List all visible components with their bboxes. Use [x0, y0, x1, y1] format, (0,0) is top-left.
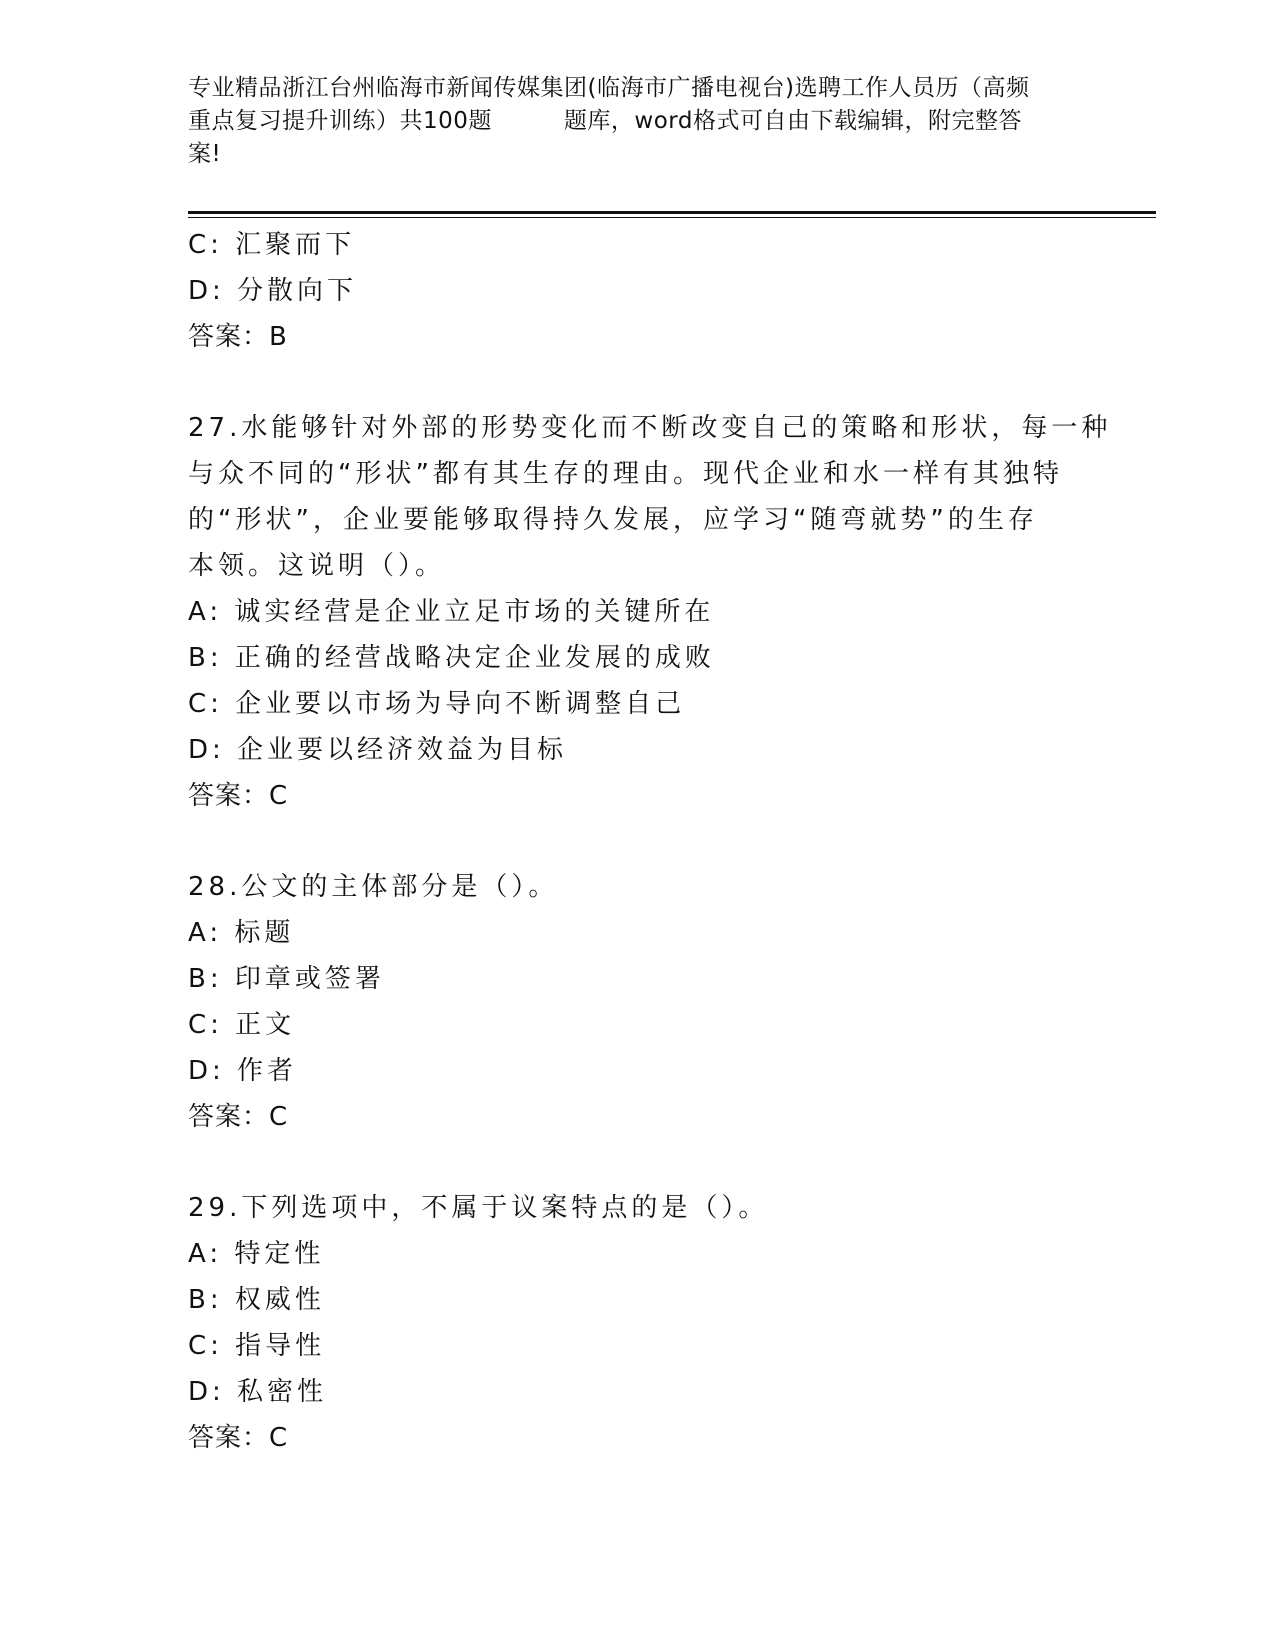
question-stem-line: 本领。这说明（）。 [188, 551, 446, 581]
question-28 [188, 864, 1088, 1140]
option-c: C: 正文 [188, 1010, 296, 1040]
option-d: D: 分散向下 [188, 276, 358, 306]
option-b: B: 权威性 [188, 1285, 325, 1315]
option-d: D: 作者 [188, 1056, 298, 1086]
option-c: C: 汇聚而下 [188, 230, 356, 260]
question-29 [188, 1185, 1088, 1461]
option-a: A: 特定性 [188, 1239, 325, 1269]
option-b: B: 正确的经营战略决定企业发展的成败 [188, 643, 715, 673]
answer-line: 答案：B [188, 322, 288, 352]
header-divider-thick [188, 211, 1156, 214]
header-line-1: 专业精品浙江台州临海市新闻传媒集团(临海市广播电视台)选聘工作人员历（高频 [188, 75, 1030, 101]
question-stem-line: 29.下列选项中，不属于议案特点的是（）。 [188, 1193, 769, 1223]
option-a: A: 诚实经营是企业立足市场的关键所在 [188, 597, 715, 627]
option-c: C: 指导性 [188, 1331, 326, 1361]
header-line-2 [188, 105, 1088, 138]
option-a: A: 标题 [188, 918, 295, 948]
option-b: B: 印章或签署 [188, 964, 385, 994]
question-stem-line: 与众不同的“形状”都有其生存的理由。现代企业和水一样有其独特 [188, 459, 1063, 489]
option-d: D: 企业要以经济效益为目标 [188, 735, 568, 765]
question-stem-line: 27.水能够针对外部的形势变化而不断改变自己的策略和形状，每一种 [188, 413, 1112, 443]
option-d: D: 私密性 [188, 1377, 328, 1407]
previous-question-tail [188, 222, 1088, 360]
header-divider-thin [188, 217, 1156, 218]
header-line-2-part-1: 重点复习提升训练）共100题 [188, 108, 492, 134]
question-stem-line: 的“形状”，企业要能够取得持久发展，应学习“随弯就势”的生存 [188, 505, 1038, 535]
header-line-3: 案! [188, 141, 222, 167]
answer-line: 答案：C [188, 781, 289, 811]
header-line-2-part-2: 题库，word格式可自由下载编辑，附完整答 [563, 108, 1022, 134]
option-c: C: 企业要以市场为导向不断调整自己 [188, 689, 686, 719]
answer-line: 答案：C [188, 1423, 289, 1453]
answer-line: 答案：C [188, 1102, 289, 1132]
document-header [188, 72, 1088, 171]
question-stem-line: 28.公文的主体部分是（）。 [188, 872, 559, 902]
question-list [188, 222, 1112, 1461]
question-27 [188, 405, 1112, 819]
